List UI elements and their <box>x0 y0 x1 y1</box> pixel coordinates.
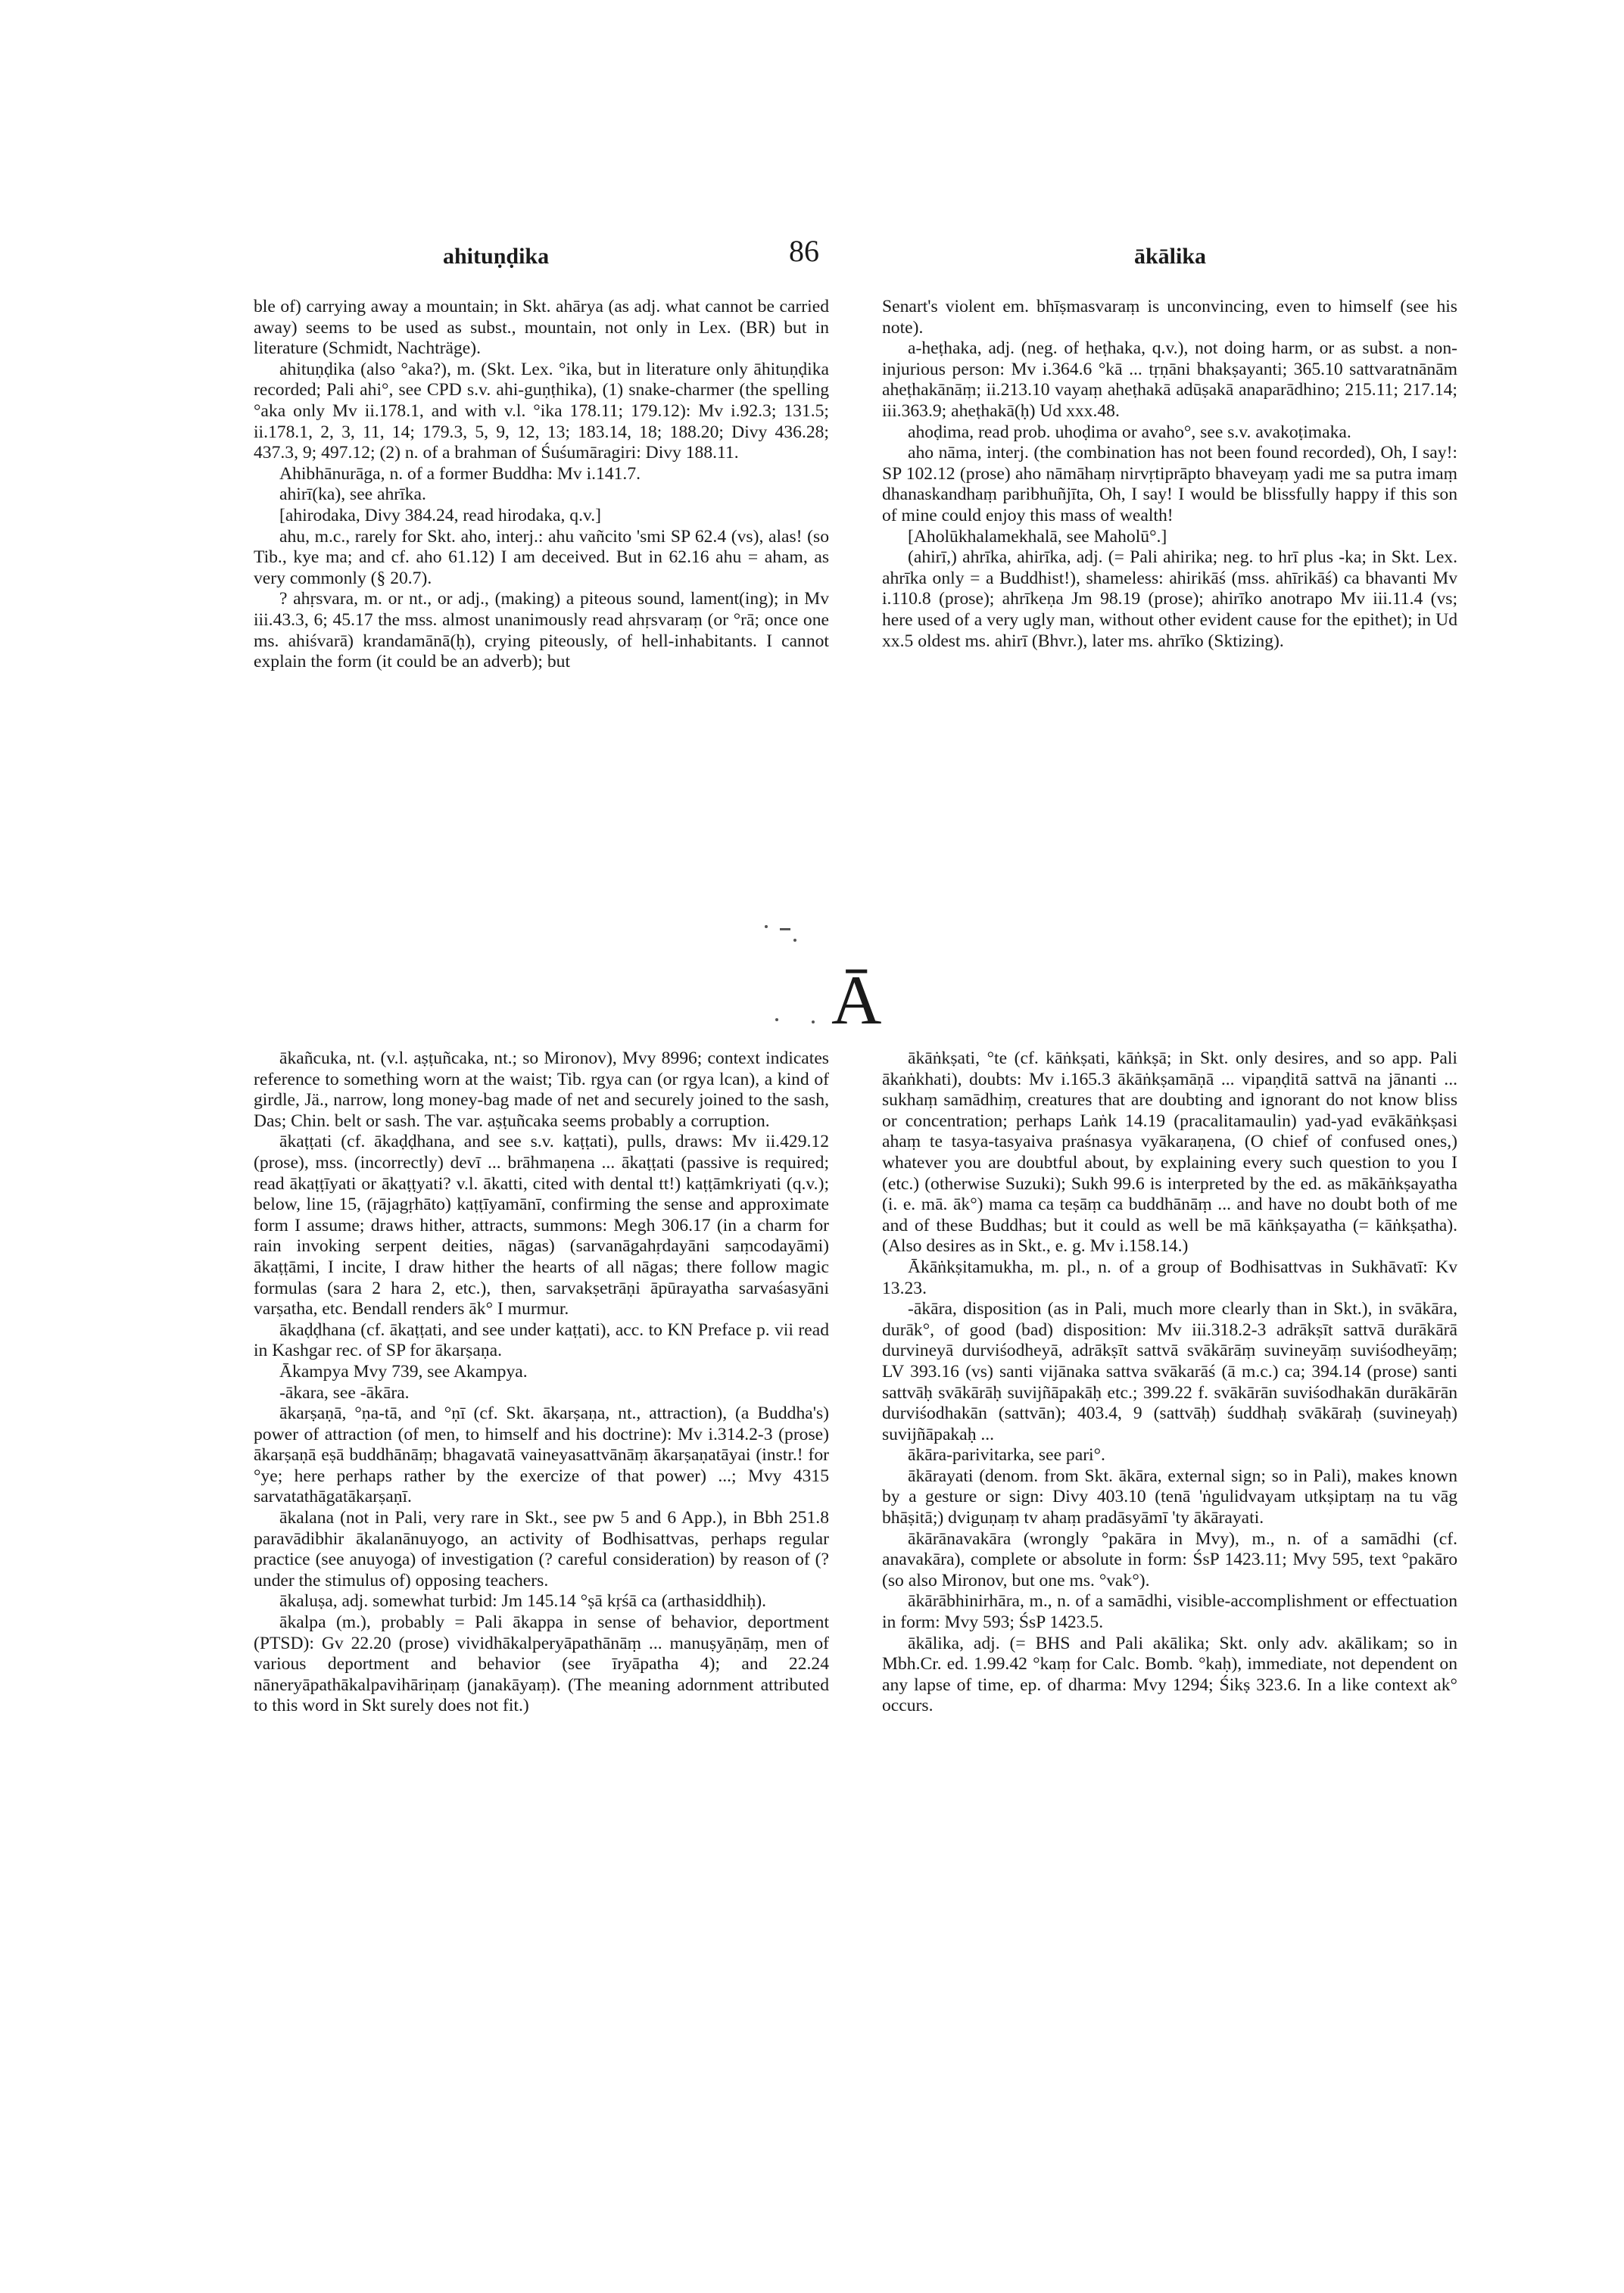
dictionary-entry: Ahibhānurāga, n. of a former Buddha: Mv i.141.7. <box>279 463 641 484</box>
running-header <box>0 233 1624 279</box>
dictionary-entry: ākārābhinirhāra, m., n. of a samādhi, visible-accomplishment or effectuation in form: Mvy 593; ŚsP 1423.5. <box>882 1591 1457 1633</box>
scan-speck <box>765 925 768 928</box>
dictionary-entry: Senart's violent em. bhīṣmasvaraṃ is unconvincing, even to himself (see his note). <box>882 297 1457 338</box>
dictionary-entry: [ahirodaka, Divy 384.24, read hirodaka, q.v.] <box>279 505 601 525</box>
column-bottom-left <box>254 1048 829 1717</box>
dictionary-entry: ? ahṛsvara, m. or nt., or adj., (making) a piteous sound, lament(ing); in Mv iii.43.3, 6; 45.17 the mss. almost unanimously read ahṛsvaraṃ (or °rā; once one ms. ahiśvarā) krandamānā(ḥ), crying piteously, of hell-inhabitants. I cannot explain the form (it could be an adverb); but <box>254 589 829 672</box>
dictionary-entry: ahu, m.c., rarely for Skt. aho, interj.: ahu vañcito 'smi SP 62.4 (vs), alas! (so Tib., kye ma; and cf. aho 61.12) I am deceived. But in 62.16 ahu = aham, as very commonly (§ 20.7). <box>254 526 829 588</box>
dictionary-entry: aho nāma, interj. (the combination has not been found recorded), Oh, I say!: SP 102.12 (prose) aho nāmāhaṃ nirvṛtiprāpto bhaveyaṃ yadi me sa putra imaṃ dhanaskandhaṃ paribhuñjīta, Oh, I say! I would be blissfully happy if this son of mine could enjoy this mass of wealth! <box>882 443 1457 525</box>
dictionary-entry: ahituṇḍika (also °aka?), m. (Skt. Lex. °ika, but in literature only āhituṇḍika recorded; Pali ahi°, see CPD s.v. ahi-guṇṭhika), (1) snake-charmer (the spelling °aka only Mv ii.178.1, and with v.l. °ika 178.11; 179.12): Mv i.92.3; 131.5; ii.178.1, 2, 3, 11, 14; 179.3, 5, 9, 12, 13; 183.14, 18; 188.20; Divy 436.28; 437.3, 9; 497.12; (2) n. of a brahman of Śuśumāragiri: Divy 188.11. <box>254 359 829 463</box>
dictionary-entry: -ākāra, disposition (as in Pali, much more clearly than in Skt.), in svākāra, durāk°, of good (bad) disposition: Mv iii.318.2-3 adrākṣīt sattvā durākārā durvineyā durviśodheyā, adrākṣīt sattvā svākārāṃ suvineyāṃ suviśodheyāṃ; LV 393.16 (vs) santi vijānaka sattva svākarāś (ā m.c.) ca; 394.14 (prose) santi sattvāḥ svākārāḥ suvijñāpakāḥ etc.; 399.22 f. svākārān suviśodhakān durākārān durviśodhakān (sattvān); 403.4, 9 (sattvāḥ) śuddhaḥ svākāraḥ (suvineyaḥ) suvijñāpakaḥ ... <box>882 1299 1457 1444</box>
column-top-left <box>254 297 829 673</box>
dictionary-entry: Ākāṅkṣitamukha, m. pl., n. of a group of Bodhisattvas in Sukhāvatī: Kv 13.23. <box>882 1257 1457 1298</box>
dictionary-entry: Ākampya Mvy 739, see Akampya. <box>279 1361 528 1382</box>
dictionary-entry: ākalpa (m.), probably = Pali ākappa in sense of behavior, deportment (PTSD): Gv 22.20 (prose) vividhākalperyāpathānāṃ ... manuṣyāṇāṃ, men of various deportment and behavior (see īryāpatha 4); and 22.24 nāneryāpathākalpavihāriṇaṃ (janakāyaṃ). (The meaning adornment attributed to this word in Skt surely does not fit.) <box>254 1612 829 1716</box>
page-number: 86 <box>789 234 819 268</box>
dictionary-entry: ākāra-parivitarka, see pari°. <box>908 1445 1105 1466</box>
column-bottom-right <box>882 1048 1457 1717</box>
dictionary-entry: ahirī(ka), see ahrīka. <box>279 484 426 505</box>
dictionary-entry: ākaṭṭati (cf. ākaḍḍhana, and see s.v. kaṭṭati), pulls, draws: Mv ii.429.12 (prose), mss. (incorrectly) devī ... brāhmaṇena ... ākaṭṭati (passive is required; read ākaṭṭīyati or ākaṭṭyati? v.l. ākatti, cited with dental tt!) kaṭṭāmkriyati (q.v.); below, line 15, (rājagṛhāto) kaṭṭīyamānī, confirming the sense and approximate form I assume; draws hither, attracts, summons: Megh 306.17 (in a charm for rain invoking serpent deities, nāgas) (sarvanāgahṛdayāni saṃcodayāmi) ākaṭṭāmi, I incite, I draw hither the hearts of all nāgas; there follow magic formulas (sara 2 hara 2, etc.), then, sarvakṣetrāṇi āpūrayatha sarvaśasyāni varṣatha, etc. Bendall renders āk° I murmur. <box>254 1132 829 1319</box>
dictionary-entry: ākālika, adj. (= BHS and Pali akālika; Skt. only adv. akālikam; so in Mbh.Cr. ed. 1.99.42 °kaṃ for Calc. Bomb. °kaḥ), immediate, not dependent on any lapse of time, ep. of dharma: Mvy 1294; Śikṣ 323.6. In a like context ak° occurs. <box>882 1633 1457 1716</box>
dictionary-entry: ākāṅkṣati, °te (cf. kāṅkṣati, kāṅkṣā; in Skt. only desires, and so app. Pali ākaṅkhati), doubts: Mv i.165.3 ākāṅkṣamāṇā ... vipaṇḍitā sattvā na jānanti ... sukhaṃ samādhiṃ, creatures that are doubting and ignorant do not know bliss or concentration; perhaps Laṅk 14.19 (pracalitamaulin) yad-yad evākāṅkṣasi ahaṃ te tasya-tasyaiva praśnasya vyākaraṇena, (O chief of confused ones,) whatever you are doubtful about, by explaining every such question to you I (etc.) (otherwise Suzuki); Sukh 99.6 is interpreted by the ed. as mākāṅkṣayatha (i. e. mā. āk°) mama ca teṣāṃ ca buddhānāṃ ... and have no doubt both of me and of these Buddhas; but it could as well be mā kāṅkṣayatha (= kāṅkṣatha). (Also desires as in Skt., e. g. Mv i.158.14.) <box>882 1048 1457 1257</box>
dictionary-entry: ākārayati (denom. from Skt. ākāra, external sign; so in Pali), makes known by a gesture or sign: Divy 403.10 (tenā 'ṅgulidvayam utkṣiptaṃ na tu vāg bhāṣitā;) dviguṇaṃ tv ahaṃ pradāsyāmī 'ty ākārayati. <box>882 1466 1457 1528</box>
dictionary-entry: ahoḍima, read prob. uhoḍima or avaho°, see s.v. avakoṭimaka. <box>908 422 1351 442</box>
right-running-headword: ākālika <box>1134 244 1207 269</box>
dictionary-entry: ākaḍḍhana (cf. ākaṭṭati, and see under kaṭṭati), acc. to KN Preface p. vii read in Kashgar rec. of SP for ākarṣaṇa. <box>254 1319 829 1361</box>
scan-speck <box>793 939 796 942</box>
section-letter-heading: Ā <box>831 961 882 1039</box>
scan-speck <box>775 1018 778 1021</box>
left-running-headword: ahituṇḍika <box>443 244 550 269</box>
dictionary-entry: (ahirī,) ahrīka, ahirīka, adj. (= Pali ahirika; neg. to hrī plus -ka; in Skt. Lex. ahrīka only = a Buddhist!), shameless: ahirikāś (mss. ahīrikāś) ca bhavanti Mv i.110.8 (prose); ahrīkeṇa Jm 98.19 (prose); ahirīko anotrapo Mv iii.11.4 (vs; here used of a very ugly man, without other evident cause for the epithet); in Ud xx.5 oldest ms. ahirī (Bhvr.), later ms. ahrīko (Sktizing). <box>882 547 1457 651</box>
dictionary-entry: ākārānavakāra (wrongly °pakāra in Mvy), m., n. of a samādhi (cf. anavakāra), complete or absolute in form: ŚsP 1423.11; Mvy 595, text °pakāro (so also Mironov, but one ms. °vak°). <box>882 1528 1457 1590</box>
dictionary-entry: a-heṭhaka, adj. (neg. of heṭhaka, q.v.), not doing harm, or as subst. a non-injurious person: Mv i.364.6 °kā ... tṛṇāni bhakṣayanti; 365.10 sattvaratnānām aheṭhakānāṃ; ii.213.10 vayaṃ aheṭhakā adūṣakā anaparādhino; 215.11; 217.14; iii.363.9; aheṭhakā(ḥ) Ud xxx.48. <box>882 338 1457 421</box>
dictionary-entry: ble of) carrying away a mountain; in Skt. ahārya (as adj. what cannot be carried away) seems to be used as subst., mountain, not only in Lex. (BR) but in literature (Schmidt, Nachträge). <box>254 297 829 359</box>
dictionary-entry: ākarṣaṇā, °ṇa-tā, and °ṇī (cf. Skt. ākarṣaṇa, nt., attraction), (a Buddha's) power of attraction (of men, to himself and his doctrine): Mv i.314.2-3 (prose) ākarṣaṇā eṣā buddhānāṃ; bhagavatā vaineyasattvānāṃ ākarṣaṇatāyai (instr.! for °ye; here perhaps rather by the exercize of that power) ...; Mvy 4315 sarvatathāgatākarṣaṇī. <box>254 1404 829 1507</box>
scan-speck <box>780 928 790 930</box>
scan-speck <box>812 1020 815 1023</box>
dictionary-entry: ākañcuka, nt. (v.l. aṣṭuñcaka, nt.; so Mironov), Mvy 8996; context indicates reference to something worn at the waist; Tib. rgya can (or rgya lcan), a kind of girdle, Jä., narrow, long money-bag made of net and securely joined to the sash, Das; Chin. belt or sash. The var. aṣṭuñcaka seems probably a corruption. <box>254 1048 829 1131</box>
column-top-right <box>882 297 1457 652</box>
dictionary-entry: ākaluṣa, adj. somewhat turbid: Jm 145.14 °ṣā kṛśā ca (arthasiddhiḥ). <box>279 1591 767 1612</box>
dictionary-entry: [Aholūkhalamekhalā, see Maholū°.] <box>908 526 1167 547</box>
dictionary-entry: -ākara, see -ākāra. <box>279 1382 410 1403</box>
dictionary-entry: ākalana (not in Pali, very rare in Skt., see pw 5 and 6 App.), in Bbh 251.8 paravādibhir ākalanānuyogo, an activity of Bodhisattvas, perhaps regular practice (see anuyoga) of investigation (? careful consideration) by reason of (? under the stimulus of) opposing teachers. <box>254 1508 829 1590</box>
